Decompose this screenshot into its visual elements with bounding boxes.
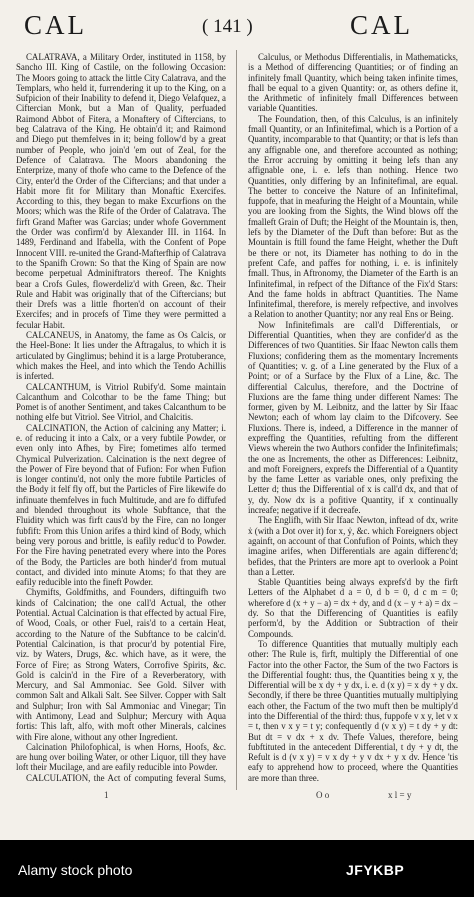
- running-header: [0, 10, 474, 44]
- column-divider: [236, 50, 237, 790]
- entry-calcaneus: CALCANEUS, in Anatomy, the fame as Os Calcis, or the Heel-Bone: It lies under the Aftragalus, to which it is articulated by Ginglimus; behind it is a large Protuberance, which makes the Heel, and into which the Tendo Achillis is inferted.: [16, 330, 226, 382]
- watermark-logo-text: Alamy stock photo: [18, 862, 133, 878]
- entry-calcanthum: CALCANTHUM, is Vitriol Rubify'd. Some maintain Calcanthum and Colcothar to be the fame Thing; but Pomet is of another Sentiment, and takes Calcanthum to be nothing elfe but Vitriol. See Vitriol, and Chalcitis.: [16, 381, 226, 423]
- left-column: [16, 52, 226, 784]
- right-column: [248, 52, 458, 784]
- page-number: ( 141 ): [202, 16, 253, 37]
- entry-stable-quantities: Stable Quantities being always exprefs'd by the firft Letters of the Alphabet d a = 0, d b = 0, d c m = 0; wherefore d (x + y − a) = dx + dy, and d (x − y + a) = dx − dy. So that the Differencing of Quantities is eafily perform'd, by the Addition or Subtraction of their Compounds.: [248, 577, 458, 639]
- header-left-title: CAL: [24, 10, 87, 40]
- header-right-title: CAL: [350, 10, 413, 40]
- entry-calculation: CALCULATION, the Act of computing feveral Sums,: [26, 772, 226, 783]
- entry-differentials: Now Infinitefimals are call'd Differentials, or Differential Quantities, when they are confider'd as the Differences of two Quantities. Sir Ifaac Newton calls them Fluxions; confidering them as the momentary Increments of Quantities; v. g. of a Line generated by the Flux of a Point; or of a Surface by the Flux of a Line, &c. The differential Calculus, therefore, and the Doctrine of Fluxions are the fame thing under different Names: The former, given by M. Leibnitz, and the latter by Sir Ifaac Newton; each of whom lay claim to the Difcovery. See Fluxions. There is, indeed, a Difference in the manner of expreffing the Quantities, refulting from the different Views wherein the two Authors confider the Infinitefimals; the one as Increments, the other as Differences: Leibnitz, and moft Foreigners, exprefs the Differential of a Quantity by the fame Letter as variable ones, only prefixing the Letter d; thus the Differential of x is call'd dx, and that of y, dy. Now dx is a pofitive Quantity, if x continually increafe; negative if it decreafe.: [248, 319, 458, 516]
- footer-formula: x l = y: [388, 790, 412, 800]
- signature-mark: 1: [104, 790, 109, 800]
- entry-calculus-differentialis: Calculus, or Methodus Differentialis, in Mathematicks, is a Method of differencing Quantities; or of finding an infinitely fmall Quantity, which being taken infinite times, fhall be equal to a given Quantity: or, as others define it, the Arithmetic of infinitely fmall Differences between variable Quantities.: [248, 52, 458, 114]
- entry-calcination-philosophical: Calcination Philofophical, is when Horns, Hoofs, &c. are hung over boiling Water, or other Liquor, till they have loft their Mucilage, and are eafily reducible into Powder.: [16, 741, 226, 773]
- entry-multiply-rule: To difference Quantities that mutually multiply each other: The Rule is, firft, multiply the Differential of one Factor into the other Factor, the Sum of the two Factors is the Differential fought: thus, the Quantities being x y, the Differential will be x dy + y dx, i. e. d (x y) = x dy + y dx. Secondly, if there be three Quantities mutually multiplying each other, the Factum of the two muft then be multiply'd into the Differential of the third: thus, fuppofe v x y, let v x = t, then v x y = t y; confequently d (v x y) = t dy + y dt: But dt = v dx + x dv. Thefe Values, therefore, being fubftituted in the antecedent Differential, t dy + y dt, the Refult is d (v x y) = v x dy + y v dx + y x dv. Hence 'tis eafy to apprehend how to proceed, where the Quantities are more than three.: [248, 638, 458, 783]
- watermark-image-id: JFYKBP: [346, 862, 405, 878]
- entry-decreasing-quantity: [248, 783, 458, 784]
- entry-english-notation: The Englifh, with Sir Ifaac Newton, inftead of dx, write ẋ (with a Dot over it) for x, ẏ, &c. which Foreigners object againft, on account of that Confufion of Points, which they imagine arifes, when Differentials are again differenc'd; befides, that the Printers are more apt to overlook a Point than a Letter.: [248, 515, 458, 577]
- entry-calatrava: CALATRAVA, a Military Order, instituted in 1158, by Sancho III. King of Castile, on the following Occasion: The Moors going to attack the little City Calatrava, and the Templars, who held it, furrendering it up to the King, on a Sufpicion of their Inability to defend it, Diego Velafquez, a Ciftercian Monk, but a Man of Quality, perfuaded Raimond Abbot of Fitera, a Monaftery of Ciftercians, to beg Calatrava of the King. He obtain'd it; and Raimond and Diego put themfelves in it; being follow'd by a great number of People, who join'd 'em out of Zeal, for the Defence of Calatrava. The Moors abandoning the Enterprize, many of thofe who came to the Defence of the City, enter'd the Order of the Ciftercians; and that under a Habit more fit for Military than Monaftic Exercifes. According to this, they began to make Excurfions on the Moors; which was the Rife of the Order of Calatrava. The firft Grand Mafter was Garcias; under whofe Government the Order was confirm'd by Alexander III. in 1164. In 1489, Ferdinand and Ifabella, with the Confent of Pope Innocent VIII. re-united the Grand-Mafterfhip of Calatrava to the Spanifh Crown: So that the King of Spain are now become perpetual Adminiftrators thereof. The Knights bear a Crofs Gules, flowerdeliz'd with Green, &c. Their Rule and Habit was originally that of the Ciftercians; but their Drefs was a little fhorten'd on account of their Exercifes; and in procefs of Time they were permitted a fecular Habit.: [16, 52, 226, 330]
- entry-infinitesimal: The Foundation, then, of this Calculus, is an infinitely fmall Quantity, or an Infinitefimal, which is a Portion of a Quantity, incomparable to that Quantity; or that is lefs than any affignable one, and therefore accounted as nothing; the Error accruing by omitting it being lefs than any affignable one, i. e. lefs than nothing. Hence two Quantities, only differing by an Infinitefimal, are equal. The better to conceive the Nature of an Infinitefimal, fuppofe, that in meafuring the Height of a Mountain, while you are looking from the Sights, the Wind blows off the fmalleft Grain of Duft; the Height of the Mountain is, then, lefs by the Diameter of the Duft than before: But as the Mountain is ftill found the fame Height, whether the Duft be there or not, its Diameter has nothing to do in the prefent Cafe, and paffes for nothing, i. e. is infinitely fmall. Thus, in Aftronomy, the Diameter of the Earth is an Infinitefimal, in refpect of the Diftance of the Fix'd Stars: And the fame holds in abftract Quantities. The Name Infinitefimal, therefore, is merely refpective, and involves a Relation to another Quantity; nor any real Ens or Being.: [248, 113, 458, 320]
- entry-calcination-kinds: Chymifts, Goldfmiths, and Founders, diftinguifh two kinds of Calcination; the one call'd Actual, the other Potential. Actual Calcination is that effected by actual Fire, of Wood, Coals, or other Fuel, rais'd to a certain Heat, according to the Nature of the Subftance to be calcin'd. Potential Calcination, is that procur'd by potential Fire, viz. by Waters, Drugs, &c. which have, as it were, the Force of Fire; as Strong Waters, Corrofive Spirits, &c. Gold is calcin'd in the Fire of a Reverberatory, with Mercury, and Sal Ammoniac. See Gold. Silver with common Salt and Alkali Salt. See Silver. Copper with Salt and Sulphur; Iron with Sal Ammoniac and Vinegar; Tin with Antimony, Lead and Sulphur; Mercury with Aqua fortis: This laft, alfo, with moft other Minerals, calcines with Fire alone, without any other Ingredient.: [16, 587, 226, 742]
- catchword: O o: [316, 790, 330, 800]
- entry-calcination: CALCINATION, the Action of calcining any Matter; i. e. of reducing it into a Calx, or a very fubtile Powder, or even only into Afhes, by Fire; fometimes alfo termed Chymical Pulverization. Calcination is the next degree of the Power of Fire beyond that of Fufion: For when Fufion is longer continu'd, not only the more fubtile Particles of the Body it felf fly off, but the Particles of Fire likewife do infinuate themfelves in fuch Multitude, and are fo diffufed and blended throughout its whole Subftance, that the Fluidity which was firft caus'd by the Fire, can no longer fubfift: From this Union arifes a third kind of Body, which being very porous and brittle, is eafily reduc'd to Powder. For the Fire having penetrated every where into the Pores of the Body, the Particles are both hinder'd from mutual contact, and divided into minute Atoms; fo that they are eafily reducible into the fineft Powder.: [16, 422, 226, 588]
